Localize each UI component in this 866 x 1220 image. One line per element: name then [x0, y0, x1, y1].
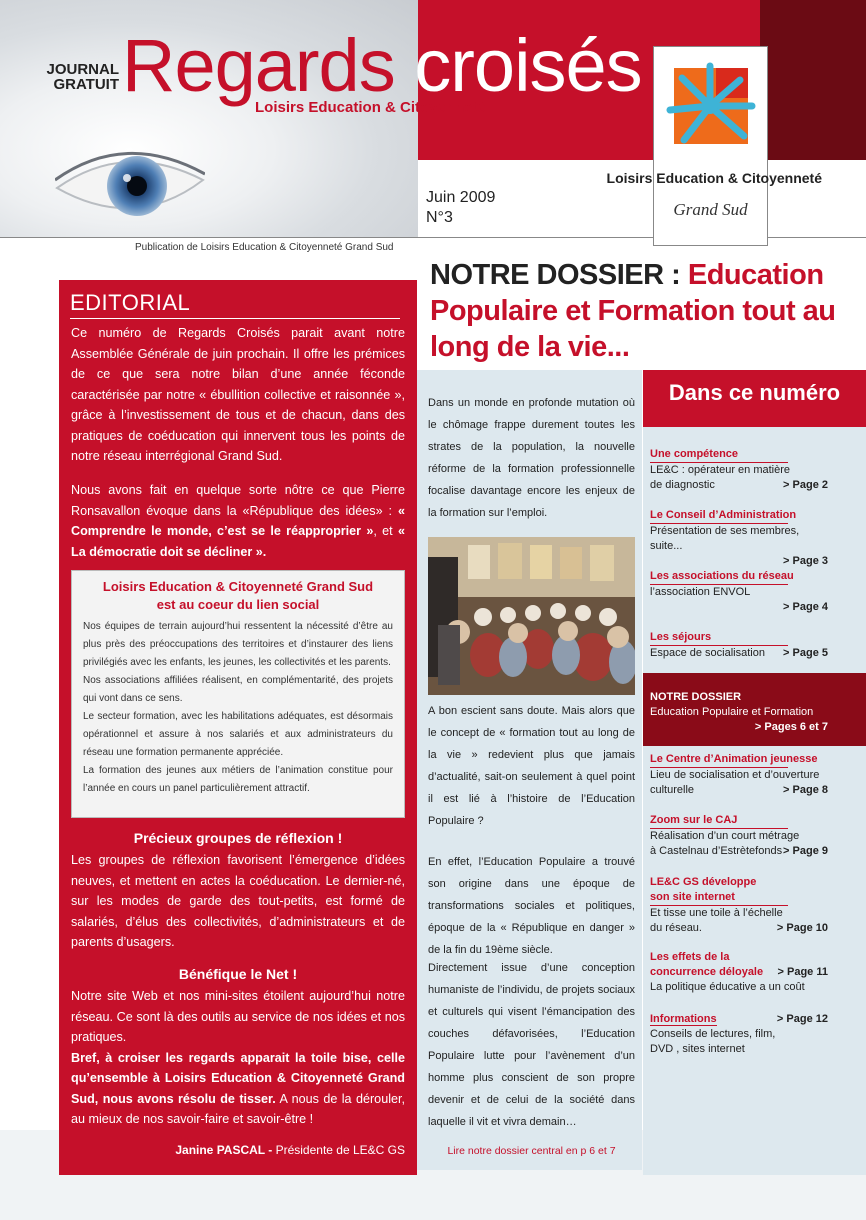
- toc-item-title: Informations: [650, 1013, 717, 1025]
- dossier-label: NOTRE DOSSIER :: [430, 259, 688, 291]
- toc-item-centre-animation[interactable]: [650, 752, 828, 798]
- toc-item-concurrence[interactable]: [650, 950, 828, 995]
- toc-item-title: Les séjours: [650, 630, 788, 646]
- dossier-title: Education Populaire et Formation tout au long de la vie...: [430, 259, 836, 363]
- benefique-net-heading: Bénéfique le Net !: [178, 966, 298, 982]
- gratuit-line: GRATUIT: [53, 76, 119, 93]
- editorial-paragraph-1: Ce numéro de Regards Croisés parait avant notre Assemblée Générale de juin prochain. Il offre les prémices de ce que sera notre bilan d’une année féconde caractérisée par notre « ébullition collective et raisonnée », grâce à l’investissement de tous et de chacun, dans des pratiques de coéducation qui innervent tous les points de notre réseau interrégional Grand Sud.: [71, 326, 405, 463]
- signature-role: Présidente de LE&C GS: [275, 1143, 405, 1157]
- conference-photo-image: [428, 537, 635, 695]
- journal-gratuit-label: [37, 62, 119, 92]
- toc-item-title: Les effets de la: [650, 951, 730, 963]
- journal-line: JOURNAL: [46, 61, 119, 78]
- box-text-1: Nos équipes de terrain aujourd’hui ressentent la nécessité d’être au plus près des préoccupations des territoires et d’instaurer des liens privilégiés avec les enfants, les jeunes, les collectivités et les parents.: [83, 621, 393, 668]
- toc-item-title: LE&C GS développe: [650, 876, 757, 888]
- toc-item-zoom-caj[interactable]: [650, 813, 828, 859]
- toc-item-title: Le Centre d’Animation jeunesse: [650, 752, 788, 768]
- editorial-title: EDITORIAL: [70, 290, 191, 315]
- toc-item-competence[interactable]: [650, 447, 828, 493]
- toc-item-associations[interactable]: [650, 569, 828, 615]
- toc-item-line: Et tisse une toile à l’échelle: [650, 907, 783, 919]
- net-text-start: Notre site Web et nos mini-sites étoilent aujourd’hui notre réseau. Ce sont là des outils au service de nos idées et nos pratiques.: [71, 989, 405, 1044]
- dossier-read-more-link[interactable]: Lire notre dossier central en p 6 et 7: [447, 1145, 616, 1157]
- toc-item-sejours[interactable]: [650, 630, 828, 661]
- box-text-4: La formation des jeunes aux métiers de l’animation constitue pour l’année en cours un panel particulièrement attractif.: [83, 765, 393, 794]
- toc-item-line: à Castelnau d’Estrètefonds: [650, 845, 783, 857]
- toc-item-line: La politique éducative a un coût: [650, 981, 805, 993]
- lien-social-box-title: [71, 578, 405, 614]
- toc-item-line: Lieu de socialisation et d’ouverture: [650, 769, 820, 781]
- publication-line: Publication de Loisirs Education & Citoyenneté Grand Sud: [135, 242, 394, 253]
- title-regards: Regards: [122, 24, 395, 107]
- toc-item-line: Présentation de ses membres, suite...: [650, 525, 800, 552]
- editorial-p2-text: Nous avons fait en quelque sorte nôtre ce que Pierre Ronsavallon évoque dans la «République des idées» :: [71, 483, 405, 518]
- toc-item-page: > Page 5: [783, 647, 828, 659]
- toc-item-title: Zoom sur le CAJ: [650, 813, 788, 829]
- toc-item-site-internet[interactable]: [650, 875, 828, 936]
- editorial-p2-mid: , et: [373, 524, 398, 538]
- toc-item-page: > Page 9: [783, 845, 828, 857]
- benefique-net-text: [71, 986, 405, 1130]
- groupes-reflexion-text: Les groupes de réflexion favorisent l’émergence d’idées neuves, et mettent en actes la coéducation. Le dernier-né, sur les modes de garde des tout-petits, est formé de salariés, d’élus des collectivités, d’administrateurs et de parents d’usagers.: [71, 853, 405, 949]
- toc-item-page: > Page 4: [783, 601, 828, 613]
- issue-number: N°3: [426, 209, 453, 226]
- toc-item-title: NOTRE DOSSIER: [650, 691, 742, 703]
- toc-item-line: Réalisation d’un court métrage: [650, 830, 800, 842]
- net-text-bold: Bref, à croiser les regards apparait la toile bise, celle qu’ensemble à Loisirs Education & Citoyenneté Grand Sud, nous avons résolu de tisser.: [71, 1050, 405, 1106]
- toc-title: Dans ce numéro: [668, 380, 841, 405]
- editorial-underline: [70, 318, 400, 319]
- box-text-3: Le secteur formation, avec les habilitations adéquates, est désormais opérationnel et assure à nos salariés et aux administrateurs du réseau une formation permanente appréciée.: [83, 711, 393, 758]
- toc-item-page: > Page 10: [776, 922, 828, 934]
- toc-item-conseil[interactable]: [650, 508, 828, 569]
- dossier-paragraph-4: Directement issue d’une conception humaniste de l’individu, de projets sociaux et culturels qui visent l’émancipation des couches défavorisées, l’Education Populaire lutte pour l’avènement d’un homme plus conscient de son propre devenir et de celui de la société dans laquelle il vit et vivra demain…: [428, 962, 635, 1128]
- toc-item-page: > Page 12: [776, 1013, 828, 1025]
- dossier-paragraph-3: En effet, l’Education Populaire a trouvé son origine dans une époque de transformations sociales et politiques, époque de la « République en danger » de la fin du 19ème siècle.: [428, 856, 635, 956]
- toc-item-title: Le Conseil d’Administration: [650, 508, 788, 524]
- toc-item-dossier[interactable]: [650, 690, 828, 735]
- toc-item-page: > Page 8: [783, 784, 828, 796]
- toc-item-line: Espace de socialisation: [650, 647, 765, 659]
- masthead-title: [122, 26, 642, 106]
- masthead-subtitle: Loisirs Education & Citoyenneté: [255, 99, 486, 116]
- toc-item-line: DVD , sites internet: [650, 1043, 745, 1055]
- editorial-quote-1: « Comprendre le monde, c’est se le réapproprier »: [71, 503, 405, 538]
- toc-item-page: > Page 11: [777, 966, 828, 978]
- title-croises: croisés: [394, 24, 642, 107]
- toc-item-title: Les associations du réseau: [650, 569, 788, 585]
- header-dark-band: [760, 0, 866, 160]
- toc-item-line: culturelle: [650, 784, 695, 796]
- lien-social-box-text: [83, 618, 393, 798]
- toc-item-line: Education Populaire et Formation: [650, 706, 814, 718]
- toc-item-line: LE&C : opérateur en matière: [650, 464, 791, 476]
- editorial-paragraph-2: [71, 480, 405, 562]
- toc-item-line: Conseils de lectures, film,: [650, 1028, 776, 1040]
- eye-illustration: [55, 140, 205, 230]
- groupes-reflexion-heading: Précieux groupes de réflexion !: [133, 830, 343, 846]
- dossier-headline: [430, 257, 840, 365]
- signature-name: Janine PASCAL -: [175, 1143, 276, 1157]
- toc-item-title-2: concurrence déloyale: [650, 966, 764, 978]
- toc-item-title-2: son site internet: [650, 890, 788, 906]
- logo-region: Grand Sud: [673, 200, 748, 219]
- toc-item-page: > Page 3: [783, 555, 828, 567]
- box-text-2: Nos associations affiliées réalisent, en complémentarité, des projets qui vont dans ce sens.: [83, 675, 393, 704]
- box-title-line-1: Loisirs Education & Citoyenneté Grand Sud: [102, 579, 374, 594]
- logo-organisation: Loisirs Education & Citoyenneté: [606, 170, 822, 186]
- toc-item-line: l’association ENVOL: [650, 586, 751, 598]
- toc-item-page: > Page 2: [783, 479, 828, 491]
- issue-date: Juin 2009: [426, 189, 496, 206]
- box-title-line-2: est au coeur du lien social: [156, 597, 320, 612]
- issue-date-block: [426, 188, 495, 228]
- org-logo-icon: [664, 60, 756, 154]
- dossier-paragraph-2: A bon escient sans doute. Mais alors que le concept de « formation tout au long de la vie » redevient plus que jamais d’actualité, sait-on seulement à quel point il est lié à l’histoire de l’Education Populaire ?: [428, 705, 635, 827]
- net-text-end: A nous de la dérouler, au mieux de nos savoir-faire et savoir-être !: [71, 1091, 405, 1126]
- conference-photo: [428, 537, 635, 695]
- toc-item-informations[interactable]: [650, 1012, 828, 1057]
- toc-item-line: du réseau.: [650, 922, 702, 934]
- toc-item-page: > Pages 6 et 7: [754, 721, 828, 733]
- dossier-paragraph-1: Dans un monde en profonde mutation où le chômage frappe durement toutes les strates de la population, la nouvelle réforme de la formation professionnelle focalise davantage encore les enjeux de la formation sur l’emploi.: [428, 397, 635, 519]
- editorial-quote-2: « La démocratie doit se décliner ».: [71, 524, 405, 559]
- toc-item-title: Une compétence: [650, 447, 788, 463]
- toc-item-line: de diagnostic: [650, 479, 715, 491]
- editorial-signature: [71, 1143, 405, 1157]
